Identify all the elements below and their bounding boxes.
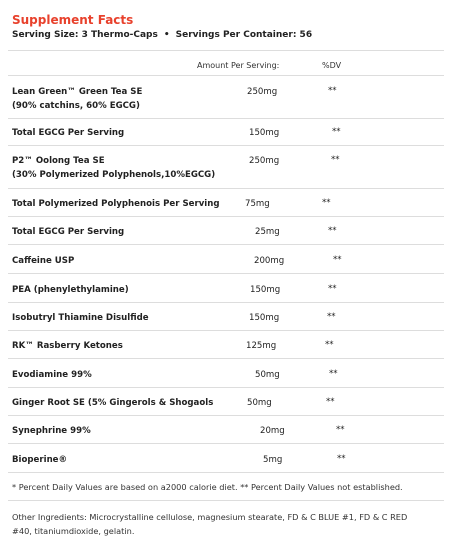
serving-info [12, 30, 312, 40]
divider [8, 118, 444, 119]
divider [8, 244, 444, 245]
ingredient-detail: (30% Polymerized Polyphenols,10%EGCG) [12, 170, 216, 180]
divider [8, 188, 444, 189]
divider [8, 415, 444, 416]
ingredient-name: Isobutryl Thiamine Disulfide [12, 313, 149, 323]
ingredient-name: P2™ Oolong Tea SE [12, 156, 105, 166]
divider [8, 50, 444, 51]
ingredient-amount: 200mg [254, 256, 285, 266]
ingredient-name: Lean Green™ Green Tea SE [12, 87, 143, 97]
ingredient-dv: ** [326, 397, 335, 407]
ingredient-name: Total EGCG Per Serving [12, 128, 125, 138]
ingredient-amount: 125mg [246, 341, 277, 351]
ingredient-dv: ** [322, 198, 331, 208]
panel-title: Supplement Facts [12, 13, 134, 27]
ingredient-name: Total Polymerized Polyphenois Per Serving [12, 199, 220, 209]
ingredient-name: RK™ Rasberry Ketones [12, 341, 123, 351]
ingredient-dv: ** [329, 369, 338, 379]
divider [8, 330, 444, 331]
ingredient-name: Ginger Root SE (5% Gingerols & Shogaols [12, 398, 214, 408]
footnote: * Percent Daily Values are based on a2000 calorie diet. ** Percent Daily Values not established. [12, 482, 403, 492]
ingredient-name: PEA (phenylethylamine) [12, 285, 129, 295]
serving-size: Serving Size: 3 Thermo-Caps [12, 30, 158, 40]
ingredient-dv: ** [328, 86, 337, 96]
divider [8, 472, 444, 473]
ingredient-amount: 50mg [247, 398, 272, 408]
divider [8, 75, 444, 76]
ingredient-amount: 250mg [249, 156, 280, 166]
divider [8, 216, 444, 217]
ingredient-amount: 150mg [250, 285, 281, 295]
dv-column-header: %DV [322, 61, 342, 70]
ingredient-amount: 150mg [249, 128, 280, 138]
ingredient-name: Evodiamine 99% [12, 370, 92, 380]
ingredient-dv: ** [325, 340, 334, 350]
ingredient-dv: ** [336, 425, 345, 435]
ingredient-amount: 150mg [249, 313, 280, 323]
bullet-separator: • [163, 30, 170, 40]
ingredient-dv: ** [333, 255, 342, 265]
divider [8, 443, 444, 444]
ingredient-dv: ** [328, 226, 337, 236]
ingredient-amount: 20mg [260, 426, 285, 436]
divider [8, 302, 444, 303]
ingredient-name: Bioperine® [12, 455, 68, 465]
ingredient-name: Synephrine 99% [12, 426, 91, 436]
ingredient-amount: 75mg [245, 199, 270, 209]
ingredient-amount: 5mg [263, 455, 283, 465]
divider [8, 387, 444, 388]
divider [8, 273, 444, 274]
ingredient-amount: 25mg [255, 227, 280, 237]
ingredient-amount: 50mg [255, 370, 280, 380]
ingredient-dv: ** [327, 312, 336, 322]
amount-column-header: Amount Per Serving: [197, 61, 280, 70]
ingredient-name: Caffeine USP [12, 256, 75, 266]
ingredient-dv: ** [328, 284, 337, 294]
servings-per-container: Servings Per Container: 56 [175, 30, 313, 40]
other-ingredients: Other Ingredients: Microcrystalline cellulose, magnesium stearate, FD & C BLUE #1, FD & C RED #40, titaniumdioxide, gelatin. [12, 512, 408, 536]
ingredient-amount: 250mg [247, 87, 278, 97]
divider [8, 500, 444, 501]
divider [8, 145, 444, 146]
ingredient-dv: ** [331, 155, 340, 165]
ingredient-dv: ** [337, 454, 346, 464]
ingredient-detail: (90% catchins, 60% EGCG) [12, 101, 140, 111]
divider [8, 358, 444, 359]
ingredient-name: Total EGCG Per Serving [12, 227, 125, 237]
ingredient-dv: ** [332, 127, 341, 137]
